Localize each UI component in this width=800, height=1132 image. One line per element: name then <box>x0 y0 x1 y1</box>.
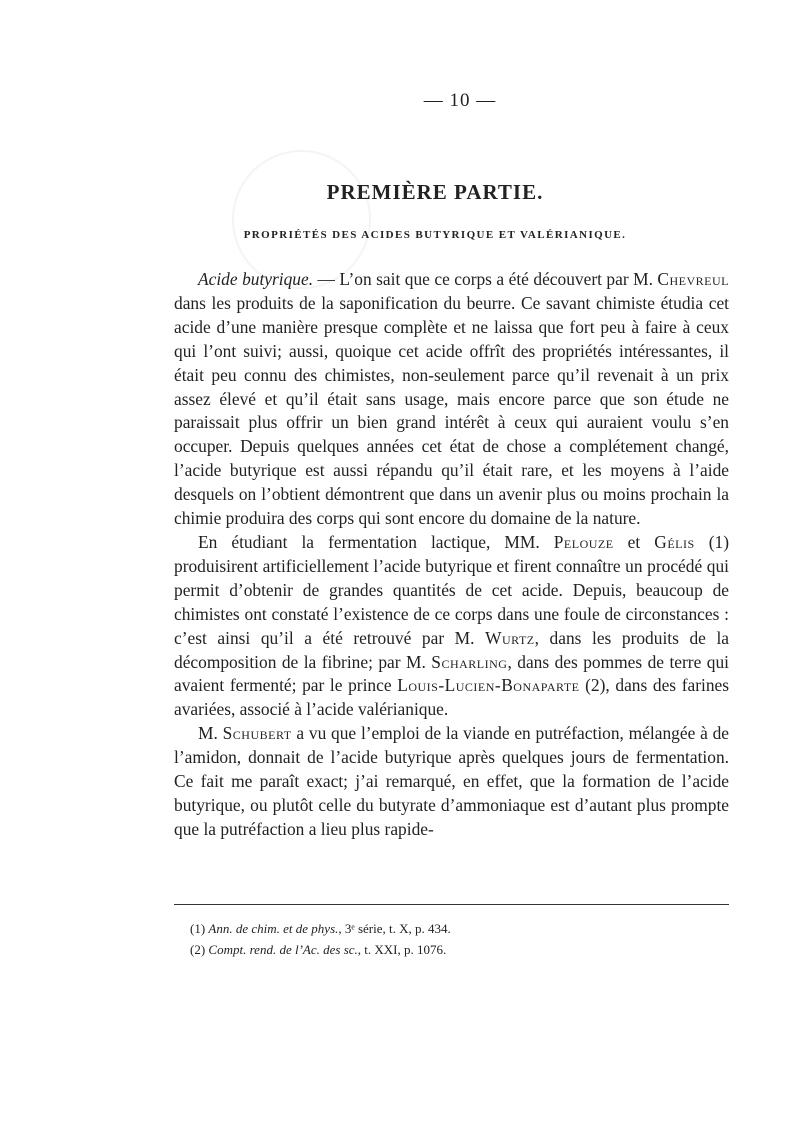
body-text <box>174 268 729 842</box>
footnote-number: (2) <box>190 942 206 957</box>
author-name: Chevreul <box>657 269 730 289</box>
text-run: — L’on sait que ce corps a été découvert par M. <box>313 269 658 289</box>
footnote-source: Ann. de chim. et de phys. <box>208 921 339 936</box>
footnote-number: (1) <box>190 921 206 936</box>
text-run: a vu que l’emploi de la viande en putréfaction, mélangée à de l’amidon, donnait de l’acide butyrique après quelques jours de fermentation. Ce fait me paraît exact; j’ai remarqué, en effet, que la formation de l’acide butyrique, ou plutôt celle du butyrate d’ammoniaque est d’autant plus prompte que la putréfaction a lieu plus rapide- <box>174 723 729 839</box>
footnote-1 <box>190 918 730 939</box>
author-name: Louis-Lucien-Bonaparte <box>397 675 580 696</box>
part-title: PREMIÈRE PARTIE. <box>326 180 544 204</box>
author-name: Schubert <box>222 723 292 744</box>
paragraph-heading: Acide butyrique. <box>198 269 314 289</box>
paragraph-3 <box>174 722 729 842</box>
section-subtitle: PROPRIÉTÉS DES ACIDES BUTYRIQUE ET VALÉRIANIQUE. <box>243 229 627 241</box>
text-run: , dans les produits de la décomposition de la fibrine; par M. <box>174 627 730 672</box>
author-name: Scharling <box>431 651 508 672</box>
footnote-divider <box>174 904 729 905</box>
footnote-source: Compt. rend. de l’Ac. des sc. <box>208 942 358 957</box>
footnote-reference: , 3ᵉ série, t. X, p. 434. <box>338 921 451 936</box>
text-run: En étudiant la fermentation lactique, MM. <box>198 531 554 552</box>
paragraph-2 <box>174 531 729 722</box>
footnotes <box>190 918 730 960</box>
text-run: et <box>613 531 655 552</box>
text-run: M. <box>198 723 223 744</box>
text-run: , dans des pommes de terre qui avaient fermenté; par le prince <box>174 651 729 696</box>
paragraph-1 <box>174 268 729 531</box>
page-number: — 10 — <box>423 90 497 111</box>
author-name: Wurtz <box>485 627 535 648</box>
text-run: (2), dans des farines avariées, associé à l’acide valérianique. <box>174 675 730 720</box>
author-name: Pelouze <box>553 531 614 552</box>
author-name: Gélis <box>654 531 695 552</box>
footnote-2 <box>190 939 730 960</box>
footnote-reference: , t. XXI, p. 1076. <box>357 942 447 957</box>
text-run: dans les produits de la saponification du beurre. Ce savant chimiste étudia cet acide d’une manière presque complète et ne laissa que fort peu à faire à ceux qui l’ont suivi; aussi, quoique cet acide offrît des propriétés intéressantes, il était peu connu des chimistes, non-seulement parce qu’il revenait à un prix assez élevé et qu’il était sans usage, mais encore parce que son étude ne paraissait plus offrir un bien grand intérêt à ceux qui auraient voulu s’en occuper. Depuis quelques années cet état de chose a complétement changé, l’acide butyrique est aussi répandu qu’il était rare, et les moyens à l’aide desquels on l’obtient démontrent que dans un avenir plus ou moins prochain la chimie produira des corps qui sont encore du domaine de la nature. <box>174 292 729 529</box>
text-run: (1) produisirent artificiellement l’acide butyrique et firent connaître un procédé qui permit d’obtenir de grandes quantités de cet acide. Depuis, beaucoup de chimistes ont constaté l’existence de ce corps dans une foule de circonstances : c’est ainsi qu’il a été retrouvé par M. <box>174 531 729 648</box>
